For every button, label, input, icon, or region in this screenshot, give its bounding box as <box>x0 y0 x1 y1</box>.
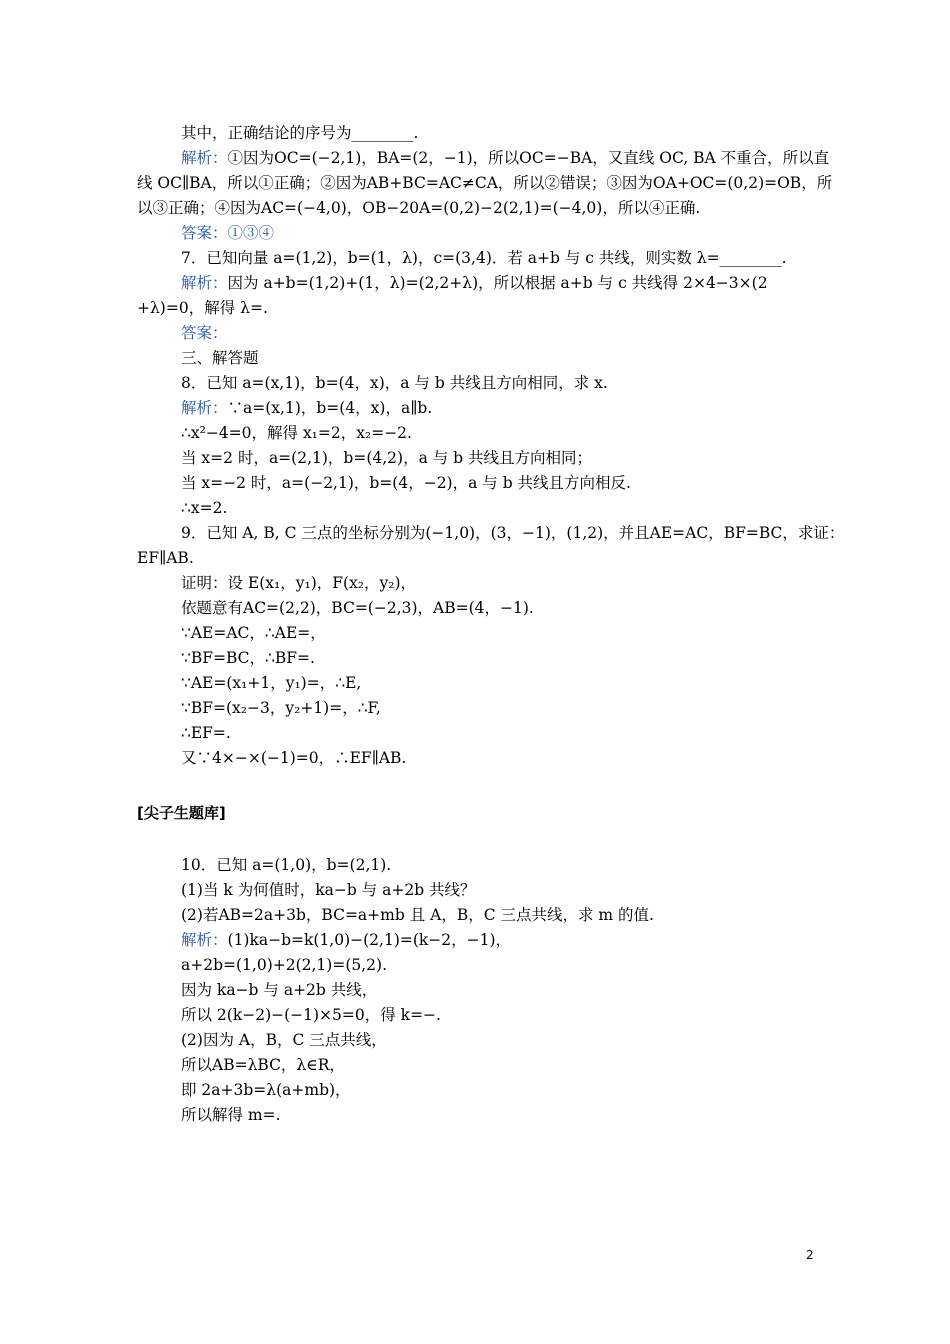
line-text: ①因为OC=(−2,1)，BA=(2，−1)，所以OC=−BA，又直线 OC, BA 不重合，所以直 <box>227 149 830 167</box>
text-line <box>181 473 631 493</box>
line-text: 线 OC∥BA，所以①正确；②因为AB+BC=AC≠CA，所以②错误；③因为OA+OC=(0,2)=OB，所 <box>137 174 833 192</box>
text-line <box>181 648 315 668</box>
line-text: (2)因为 A，B，C 三点共线， <box>181 1031 387 1049</box>
text-line <box>181 248 787 268</box>
text-line <box>181 498 227 518</box>
line-text: 其中，正确结论的序号为________. <box>181 124 419 142</box>
line-text: 因为 ka−b 与 a+2b 共线， <box>181 981 378 999</box>
line-text: (1)当 k 为何值时，ka−b 与 a+2b 共线？ <box>181 881 476 899</box>
line-text: 以③正确；④因为AC=(−4,0)，OB−20A=(0,2)−2(2,1)=(−4,0)，所以④正确. <box>137 199 701 217</box>
line-text: ∵BF=BC，∴BF=. <box>181 649 315 667</box>
text-line <box>181 748 406 768</box>
line-label: 解析： <box>181 274 228 292</box>
line-text: 所以 2(k−2)−(−1)×5=0，得 k=−. <box>181 1006 441 1024</box>
text-line <box>181 423 412 443</box>
text-line <box>181 673 361 693</box>
page-number: 2 <box>806 1248 814 1262</box>
line-text: 所以解得 m=. <box>181 1106 281 1124</box>
line-text: ∴EF=. <box>181 724 231 742</box>
line-text: EF∥AB. <box>137 549 194 567</box>
line-label: 答案： <box>181 224 228 242</box>
text-line <box>181 123 418 143</box>
line-text: 即 2a+3b=λ(a+mb)， <box>181 1081 351 1099</box>
text-line <box>181 623 326 643</box>
line-text: 三、解答题 <box>181 349 259 367</box>
line-text: +λ)=0，解得 λ=. <box>137 299 268 317</box>
text-line <box>137 198 700 218</box>
line-text: 又∵4×−×(−1)=0，∴EF∥AB. <box>181 749 407 767</box>
line-text: 证明：设 E(x₁，y₁)，F(x₂，y₂)， <box>181 574 417 592</box>
line-text: ∴x²−4=0，解得 x₁=2，x₂=−2. <box>181 424 412 442</box>
line-text: 10．已知 a=(1,0)，b=(2,1). <box>181 856 392 874</box>
line-text: ∵BF=(x₂−3，y₂+1)=，∴F, <box>181 699 381 717</box>
text-line <box>181 1055 345 1075</box>
text-line <box>181 1030 387 1050</box>
line-label: 解析： <box>181 399 228 417</box>
line-text: 依题意有AC=(2,2)，BC=(−2,3)，AB=(4，−1). <box>181 599 534 617</box>
line-text: ①③④ <box>227 224 275 242</box>
text-line <box>181 398 432 418</box>
text-line <box>181 523 844 543</box>
line-text: 8．已知 a=(x,1)，b=(4，x)，a 与 b 共线且方向相同，求 x. <box>181 374 608 392</box>
text-line <box>181 598 534 618</box>
text-line <box>137 298 268 318</box>
text-line <box>181 905 654 925</box>
text-line <box>137 548 194 568</box>
line-label: 解析： <box>181 931 228 949</box>
text-line <box>181 855 391 875</box>
line-text: 9．已知 A, B, C 三点的坐标分别为(−1,0)，(3，−1)，(1,2)，并且AE=AC，BF=BC，求证： <box>181 524 845 542</box>
line-label: 解析： <box>181 149 228 167</box>
text-line <box>181 373 608 393</box>
text-line <box>181 448 592 468</box>
line-text: 7．已知向量 a=(1,2)，b=(1，λ)，c=(3,4)．若 a+b 与 c 共线，则实数 λ=________. <box>181 249 787 267</box>
section-heading <box>137 803 226 823</box>
line-text: ∵AE=(x₁+1，y₁)=，∴E, <box>181 674 362 692</box>
line-text: 因为 a+b=(1,2)+(1，λ)=(2,2+λ)，所以根据 a+b 与 c 共线得 2×4−3×(2 <box>227 274 768 292</box>
line-text: ∴x=2. <box>181 499 228 517</box>
text-line <box>181 880 476 900</box>
text-line <box>181 1080 351 1100</box>
line-text: 所以AB=λBC，λ∈R， <box>181 1056 345 1074</box>
line-text: 当 x=−2 时，a=(−2,1)，b=(4，−2)，a 与 b 共线且方向相反. <box>181 474 631 492</box>
text-line <box>181 698 381 718</box>
text-line <box>181 723 231 743</box>
text-line <box>181 955 387 975</box>
text-line <box>181 223 274 243</box>
text-line <box>181 1105 281 1125</box>
line-text: (2)若AB=2a+3b，BC=a+mb 且 A，B，C 三点共线，求 m 的值. <box>181 906 654 924</box>
line-text: [尖子生题库] <box>137 804 226 822</box>
text-line <box>181 980 377 1000</box>
line-text: a+2b=(1,0)+2(2,1)=(5,2). <box>181 956 387 974</box>
line-text: ∵a=(x,1)，b=(4，x)，a∥b. <box>227 399 433 417</box>
text-line <box>181 148 829 168</box>
line-text: ∵AE=AC，∴AE=， <box>181 624 326 642</box>
text-line <box>181 1005 441 1025</box>
line-text: 当 x=2 时，a=(2,1)，b=(4,2)，a 与 b 共线且方向相同； <box>181 449 593 467</box>
text-line <box>181 930 511 950</box>
text-line <box>137 173 832 193</box>
text-line <box>181 573 416 593</box>
text-line <box>181 323 228 343</box>
line-label: 答案： <box>181 324 228 342</box>
text-line <box>181 273 768 293</box>
text-line <box>181 348 259 368</box>
line-text: (1)ka−b=k(1,0)−(2,1)=(k−2，−1)， <box>227 931 512 949</box>
